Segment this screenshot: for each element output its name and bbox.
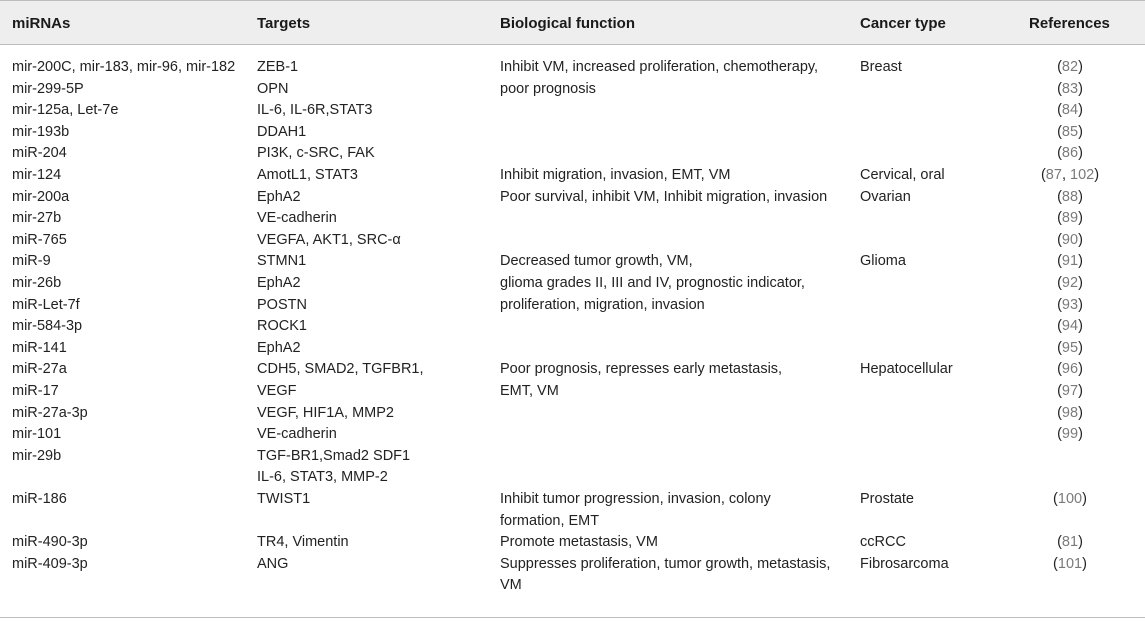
cell-mirna: miR-141 [12, 339, 67, 356]
header-biological-function: Biological function [500, 15, 635, 32]
reference-link[interactable]: 82 [1061, 59, 1079, 75]
cell-mirna: mir-29b [12, 447, 62, 464]
cell-cancer-type: Prostate [860, 491, 914, 507]
cell-target: ANG [257, 555, 289, 572]
cell-references: (85) [1057, 123, 1083, 140]
cell-target: EphA2 [257, 188, 301, 205]
reference-link[interactable]: 86 [1061, 145, 1079, 162]
cell-mirna: mir-26b [12, 275, 62, 291]
cell-target: TWIST1 [257, 491, 311, 507]
cell-cancer-type: Breast [860, 59, 902, 75]
cell-mirna: mir-200a [12, 188, 70, 205]
reference-link[interactable]: 100 [1057, 491, 1083, 507]
cell-mirna: miR-9 [12, 253, 51, 270]
cell-target: VE-cadherin [257, 210, 337, 227]
cell-mirna: mir-27b [12, 210, 62, 227]
cell-mirna: miR-409-3p [12, 555, 88, 572]
reference-link[interactable]: 102 [1070, 167, 1095, 183]
cell-references: (87, 102) [1040, 167, 1100, 183]
reference-link[interactable]: 97 [1061, 383, 1079, 399]
cell-target: POSTN [257, 296, 307, 313]
reference-link[interactable]: 96 [1061, 361, 1079, 378]
cell-references: (101) [1053, 555, 1087, 572]
cell-cancer-type: Ovarian [860, 188, 911, 205]
reference-link[interactable]: 91 [1061, 253, 1079, 270]
reference-link[interactable]: 94 [1061, 318, 1079, 335]
cell-mirna: miR-17 [12, 383, 59, 399]
cell-mirna: miR-204 [12, 145, 67, 162]
cell-references: (96) [1057, 361, 1083, 378]
cell-target: VE-cadherin [257, 426, 337, 443]
cell-function: Promote metastasis, VM [500, 534, 658, 551]
table-bottom-rule [0, 617, 1145, 618]
cell-function: Suppresses proliferation, tumor growth, metastasis, [500, 555, 831, 572]
cell-target: IL-6, IL-6R,STAT3 [257, 102, 373, 119]
cell-references: (97) [1057, 383, 1083, 399]
cell-function: Poor prognosis, represses early metastasis, [500, 361, 783, 378]
header-references: References [1029, 15, 1110, 32]
cell-target: STMN1 [257, 253, 307, 270]
cell-target: VEGFA, AKT1, SRC-α [257, 231, 401, 248]
cell-references: (86) [1057, 145, 1083, 162]
cell-function: Poor survival, inhibit VM, Inhibit migration, invasion [500, 188, 828, 205]
cell-target: PI3K, c-SRC, FAK [257, 145, 375, 162]
cell-target: VEGF, HIF1A, MMP2 [257, 404, 394, 421]
cell-cancer-type: ccRCC [860, 534, 906, 551]
cell-target: EphA2 [257, 275, 301, 291]
cell-function: proliferation, migration, invasion [500, 296, 705, 313]
reference-link[interactable]: 84 [1061, 102, 1079, 119]
cell-function: EMT, VM [500, 383, 559, 399]
cell-function: Inhibit tumor progression, invasion, colony [500, 491, 771, 507]
cell-references: (84) [1057, 102, 1083, 119]
header-targets: Targets [257, 15, 311, 32]
cell-mirna: mir-200C, mir-183, mir-96, mir-182 [12, 59, 236, 75]
cell-mirna: miR-186 [12, 491, 67, 507]
cell-references: (91) [1057, 253, 1083, 270]
cell-references: (95) [1057, 339, 1083, 356]
cell-function: Decreased tumor growth, VM, [500, 253, 693, 270]
cell-mirna: mir-124 [12, 167, 62, 183]
cell-references: (89) [1057, 210, 1083, 227]
cell-function: VM [500, 577, 522, 594]
cell-references: (98) [1057, 404, 1083, 421]
cell-mirna: mir-101 [12, 426, 62, 443]
cell-references: (100) [1053, 491, 1087, 507]
table-header [0, 0, 1145, 45]
cell-target: DDAH1 [257, 123, 307, 140]
cell-references: (90) [1057, 231, 1083, 248]
reference-link[interactable]: 90 [1061, 231, 1079, 248]
header-cancer-type: Cancer type [860, 15, 946, 32]
cell-references: (82) [1057, 59, 1083, 75]
cell-target: ROCK1 [257, 318, 307, 335]
cell-mirna: mir-125a, Let-7e [12, 102, 119, 119]
cell-cancer-type: Glioma [860, 253, 906, 270]
cell-mirna: mir-584-3p [12, 318, 83, 335]
cell-function: Inhibit VM, increased proliferation, chemotherapy, [500, 59, 819, 75]
cell-mirna: mir-299-5P [12, 80, 84, 97]
cell-mirna: miR-Let-7f [12, 296, 80, 313]
cell-mirna: miR-765 [12, 231, 67, 248]
cell-target: CDH5, SMAD2, TGFBR1, [257, 361, 424, 378]
reference-link[interactable]: 95 [1061, 339, 1079, 356]
cell-target: TR4, Vimentin [257, 534, 349, 551]
cell-references: (83) [1057, 80, 1083, 97]
cell-mirna: miR-27a [12, 361, 67, 378]
reference-link[interactable]: 87 [1045, 167, 1062, 183]
cell-target: OPN [257, 80, 289, 97]
cell-references: (92) [1057, 275, 1083, 291]
reference-link[interactable]: 81 [1061, 534, 1079, 551]
cell-references: (94) [1057, 318, 1083, 335]
reference-link[interactable]: 85 [1061, 123, 1079, 140]
cell-function: glioma grades II, III and IV, prognostic indicator, [500, 275, 805, 291]
reference-link[interactable]: 98 [1061, 404, 1079, 421]
reference-link[interactable]: 99 [1061, 426, 1079, 443]
cell-target: EphA2 [257, 339, 301, 356]
cell-cancer-type: Hepatocellular [860, 361, 953, 378]
cell-target: VEGF [257, 383, 297, 399]
cell-cancer-type: Cervical, oral [860, 167, 945, 183]
reference-link[interactable]: 83 [1061, 80, 1079, 97]
reference-link[interactable]: 93 [1061, 296, 1079, 313]
cell-function: formation, EMT [500, 512, 600, 529]
cell-mirna: mir-193b [12, 123, 70, 140]
cell-target: ZEB-1 [257, 59, 299, 75]
reference-link[interactable]: 92 [1061, 275, 1079, 291]
cell-references: (81) [1057, 534, 1083, 551]
reference-link[interactable]: 101 [1057, 555, 1083, 572]
reference-link[interactable]: 89 [1061, 210, 1079, 227]
cell-cancer-type: Fibrosarcoma [860, 555, 949, 572]
cell-target: AmotL1, STAT3 [257, 167, 358, 183]
header-mirnas: miRNAs [12, 15, 71, 32]
cell-references: (93) [1057, 296, 1083, 313]
cell-function: Inhibit migration, invasion, EMT, VM [500, 167, 731, 183]
reference-link[interactable]: 88 [1061, 188, 1079, 205]
cell-mirna: miR-490-3p [12, 534, 88, 551]
cell-target: IL-6, STAT3, MMP-2 [257, 469, 388, 486]
cell-target: TGF-BR1,Smad2 SDF1 [257, 447, 411, 464]
cell-mirna: miR-27a-3p [12, 404, 88, 421]
cell-function: poor prognosis [500, 80, 596, 97]
cell-references: (99) [1057, 426, 1083, 443]
cell-references: (88) [1057, 188, 1083, 205]
